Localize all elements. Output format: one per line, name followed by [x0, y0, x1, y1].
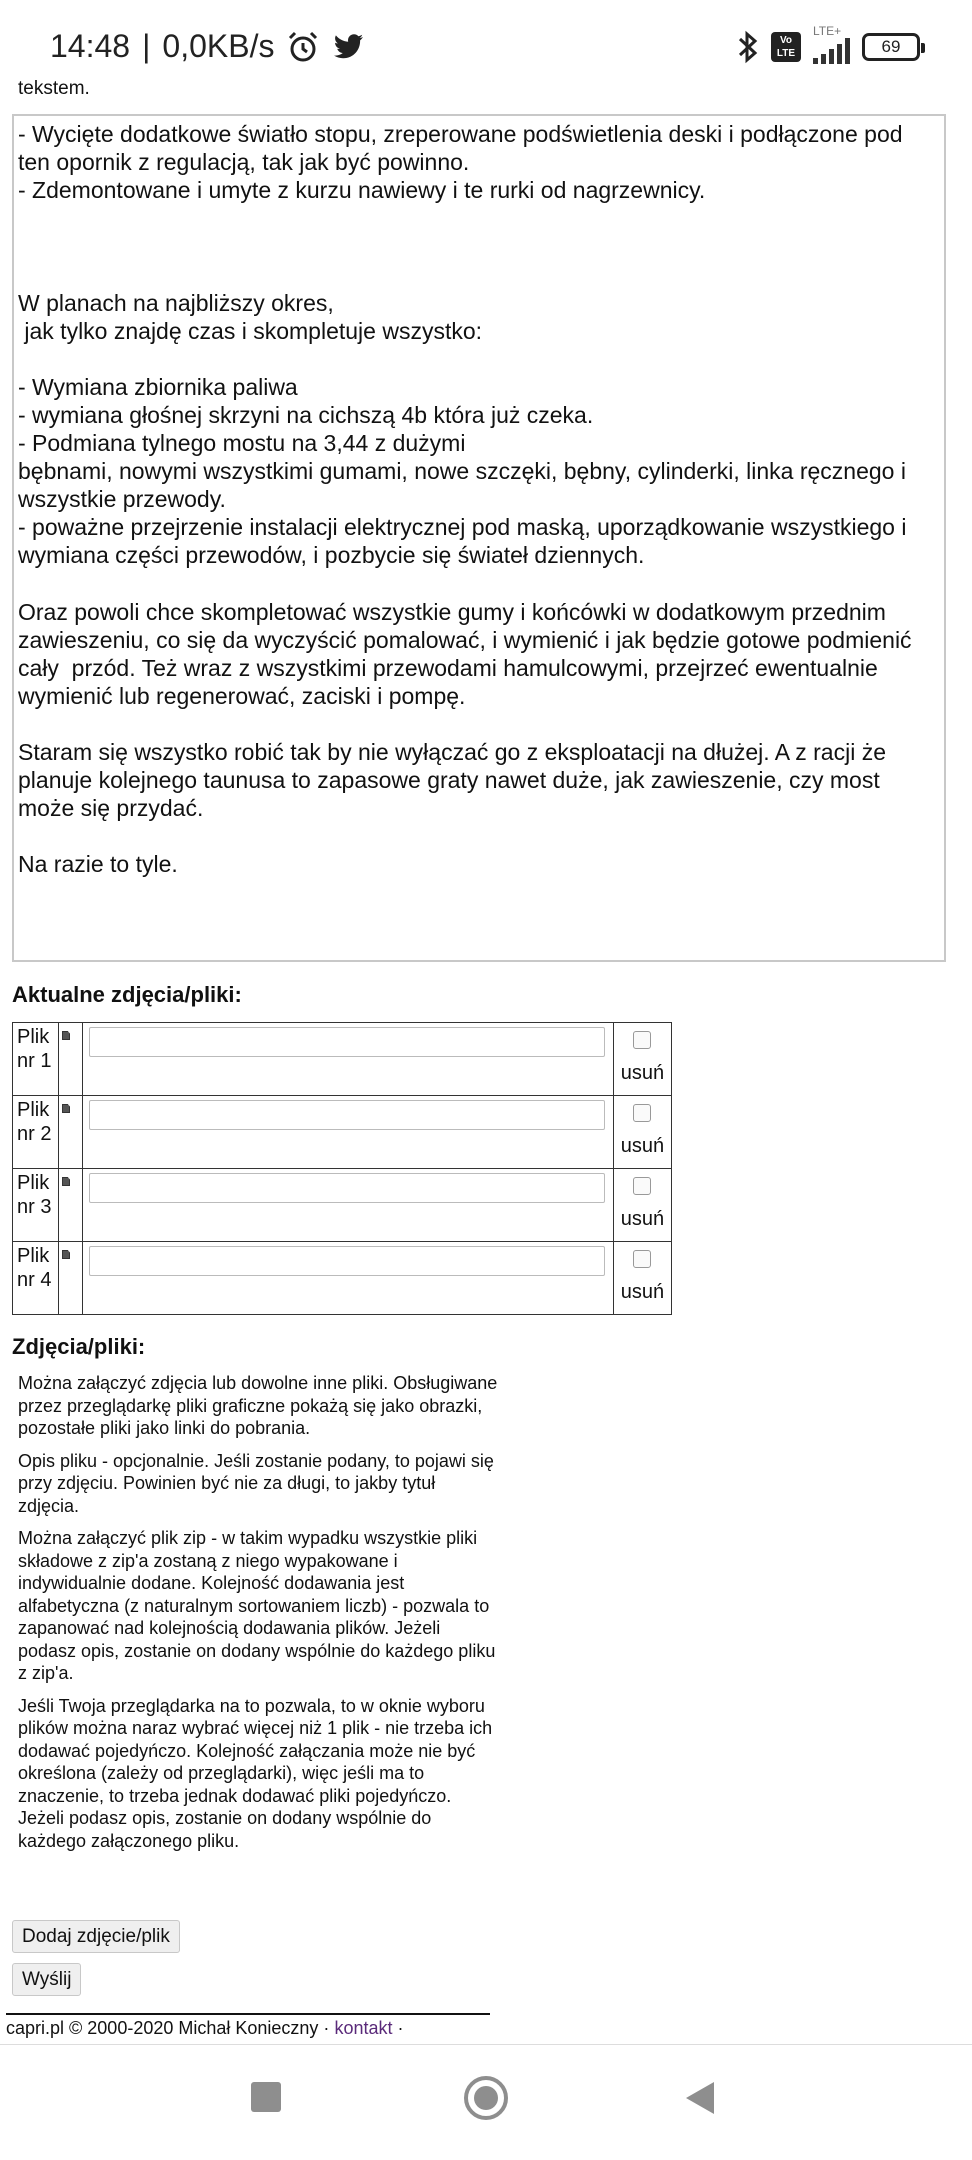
table-row: [13, 1242, 672, 1315]
file-thumbnail[interactable]: [59, 1023, 83, 1096]
bluetooth-icon: [737, 30, 759, 64]
file-description-input[interactable]: [89, 1027, 605, 1057]
twitter-bird-icon: [332, 33, 364, 61]
status-right: [737, 24, 920, 64]
footer-trailing: ·: [397, 2018, 404, 2038]
table-row: [13, 1169, 672, 1242]
file-description-input[interactable]: [89, 1173, 605, 1203]
triangle-back-icon[interactable]: [686, 2082, 714, 2114]
footer: [6, 2018, 404, 2039]
circle-home-icon[interactable]: [464, 2076, 508, 2120]
file-thumbnail[interactable]: [59, 1242, 83, 1315]
file-thumbnail[interactable]: [59, 1169, 83, 1242]
file-thumbnail[interactable]: [59, 1096, 83, 1169]
file-description-input[interactable]: [89, 1100, 605, 1130]
status-separator: |: [142, 28, 151, 64]
info-paragraph: Jeśli Twoja przeglądarka na to pozwala, to w oknie wyboru plików można naraz wybrać więcej niż 1 plik - nie trzeba ich dodawać pojedyńczo. Kolejność załączania może nie być określona (zależy od przeglądarki), więc jeśli ma to znaczenie, to trzeba jednak dodawać pliki pojedyńczo. Jeżeli podasz opis, zostanie on dodany wspólnie do każdego załączonego pliku.: [18, 1695, 493, 1851]
volte-badge: Vo LTE: [771, 32, 801, 62]
navigation-bar: [0, 2046, 972, 2160]
file-label: Plik nr 2: [13, 1096, 59, 1169]
file-icon: [62, 1250, 70, 1259]
info-paragraph: Można załączyć plik zip - w takim wypadku wszystkie pliki składowe z zip'a zostaną z niego wypakowane i indywidualnie dodane. Kolejność dodawania jest alfabetyczna (z naturalnym sortowaniem liczb) - pozwala to zapanować nad kolejnością dodawania plików. Jeżeli podasz opis, zostanie on dodany wspólnie do każdego pliku z zip'a.: [18, 1528, 496, 1683]
footer-copyright: capri.pl © 2000-2020 Michał Konieczny ·: [6, 2018, 330, 2038]
current-files-table: [12, 1022, 672, 1315]
truncated-text: tekstem.: [18, 78, 90, 99]
message-textarea[interactable]: - Wycięte dodatkowe światło stopu, zreperowane podświetlenia deski i podłączone pod ten opornik z regulacją, tak jak być powinno. - Zdemontowane i umyte z kurzu nawiewy i te rurki od nagrzewnicy. W planach na najbliższy okres, jak tylko znajdę czas i skompletuje wszystko: - Wymiana zbiornika paliwa - wymiana głośnej skrzyni na cichszą 4b która już czeka. - Podmiana tylnego mostu na 3,44 z dużymi bębnami, nowymi wszystkimi gumami, nowe szczęki, bębny, cylinderki, linka ręcznego i wszystkie przewody. - poważne przejrzenie instalacji elektrycznej pod maską, uporządkowanie wszystkiego i wymiana części przewodów, i pozbycie się świateł dziennych. Oraz powoli chce skompletować wszystkie gumy i końcówki w dodatkowym przednim zawieszeniu, co się da wyczyścić pomalować, i wymienić i jak będzie gotowe podmienić cały przód. Też wraz z wszystkimi przewodami hamulcowymi, przejrzeć ewentualnie wymienić lub regenerować, zaciski i pompę. Staram się wszystko robić tak by nie wyłączać go z eksploatacji na dłużej. A z racji że planuje kolejnego taunusa to zapasowe graty nawet duże, jak zawieszenie, czy most może się przydać. Na razie to tyle.: [12, 114, 946, 962]
delete-checkbox[interactable]: [633, 1177, 651, 1195]
file-label: Plik nr 4: [13, 1242, 59, 1315]
upload-info: [18, 1372, 498, 1862]
status-left: [50, 28, 364, 65]
file-icon: [62, 1031, 70, 1040]
delete-checkbox[interactable]: [633, 1250, 651, 1268]
upload-heading: Zdjęcia/pliki:: [12, 1334, 146, 1359]
add-file-button[interactable]: Dodaj zdjęcie/plik: [12, 1920, 180, 1953]
delete-label: usuń: [620, 1208, 665, 1230]
delete-label: usuń: [620, 1135, 665, 1157]
file-description-input[interactable]: [89, 1246, 605, 1276]
footer-divider: [6, 2013, 490, 2015]
delete-checkbox[interactable]: [633, 1031, 651, 1049]
status-speed: 0,0KB/s: [162, 28, 275, 64]
current-files-heading: Aktualne zdjęcia/pliki:: [12, 982, 242, 1007]
info-paragraph: Można załączyć zdjęcia lub dowolne inne pliki. Obsługiwane przez przeglądarkę pliki graficzne pokażą się jako obrazki, pozostałe pliki jako linki do pobrania.: [18, 1373, 498, 1438]
file-label: Plik nr 3: [13, 1169, 59, 1242]
battery-icon: [862, 33, 920, 61]
info-paragraph: Opis pliku - opcjonalnie. Jeśli zostanie podany, to pojawi się przy zdjęciu. Powinien być nie za długi, to jakby tytuł zdjęcia.: [18, 1450, 494, 1516]
square-recents-icon[interactable]: [251, 2082, 281, 2112]
file-icon: [62, 1104, 70, 1113]
status-bar: [0, 0, 972, 82]
delete-label: usuń: [620, 1062, 665, 1084]
contact-link[interactable]: kontakt: [334, 2018, 393, 2038]
status-time: 14:48: [50, 28, 131, 64]
lte-label: LTE+: [813, 24, 842, 38]
delete-label: usuń: [620, 1281, 665, 1303]
table-row: [13, 1023, 672, 1096]
signal-strength: [813, 24, 850, 64]
battery-level: 69: [881, 37, 901, 56]
alarm-clock-icon: [286, 30, 320, 64]
delete-checkbox[interactable]: [633, 1104, 651, 1122]
submit-button[interactable]: Wyślij: [12, 1963, 81, 1996]
file-label: Plik nr 1: [13, 1023, 59, 1096]
file-icon: [62, 1177, 70, 1186]
table-row: [13, 1096, 672, 1169]
navbar-divider: [0, 2044, 972, 2045]
